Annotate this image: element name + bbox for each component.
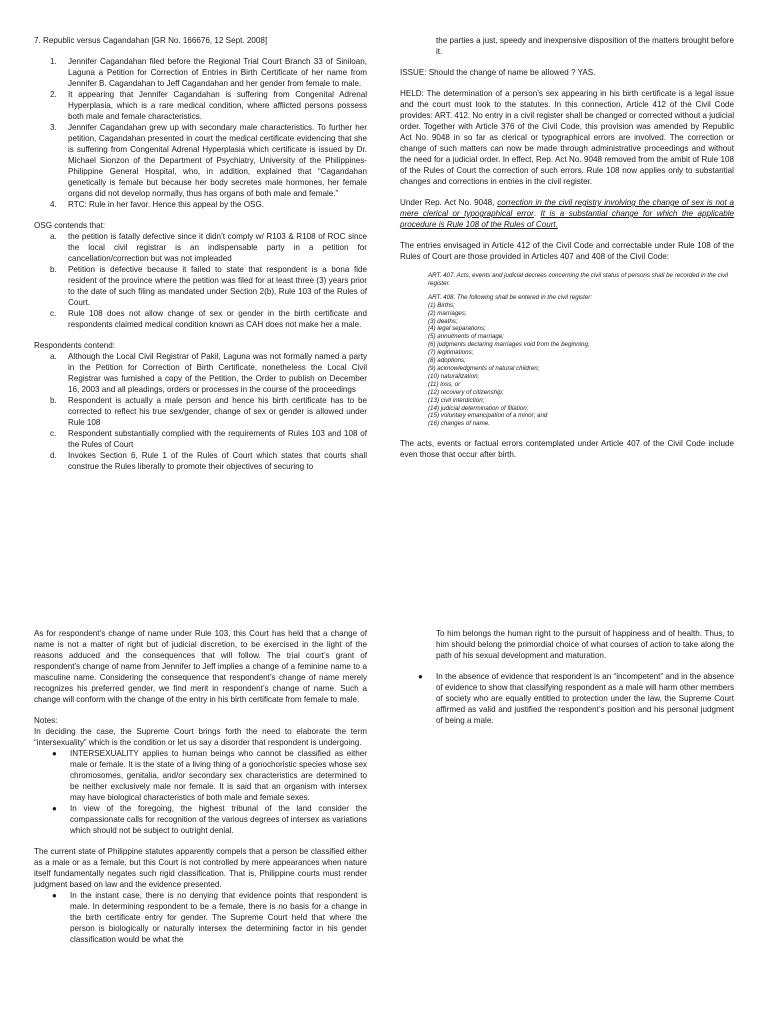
notes-heading: Notes:	[34, 716, 58, 725]
notes-bullets	[34, 748, 367, 836]
entries-paragraph: The entries envisaged in Article 412 of the Civil Code and correctable under Rule 108 of the Rules of Court are those provided in Articles 407 and 408 of the Civil Code:	[400, 241, 734, 261]
conclusion-bullets	[400, 671, 734, 726]
list-item	[34, 308, 367, 330]
list-marker: c.	[50, 429, 57, 438]
list-marker: 2.	[50, 90, 57, 99]
art-408-item: (5) annulments of marriage;	[428, 333, 505, 341]
list-marker: b.	[50, 396, 57, 405]
list-text: Petition is defective because it failed to state that respondent is a bona fide resident of the province where the petition was filed for at least three (3) years prior to the date of such filing as mandated under Section 2(b), Rule 103 of the Rules of Court.	[68, 265, 367, 307]
list-text: In the absence of evidence that respondent is an “incompetent” and in the absence of evidence to show that classifying respondent as a male will harm other members of society who are equally entitled to protection under the law, the Supreme Court affirmed as valid and justified the respondent’s position and his personal judgment of being a male.	[436, 672, 734, 725]
list-text: Jennifer Cagandahan grew up with secondary male characteristics. To further her petition, Cagandahan presented in court the medical certificate evidencing that she is suffering from Congenital Adrenal Hyperplasia which certificate is issued by Dr. Michael Sionzon of the Department of Psychiatry, University of the Philippines-Philippine General Hospital, who, in addition, explained that “Cagandahan genetically is female but because her body secretes male hormones, her female organs did not develop normally, thus has organs of both male and female.”	[68, 123, 367, 198]
list-item	[34, 890, 367, 945]
list-text: Invokes Section 6, Rule 1 of the Rules of Court which states that courts shall construe the Rules liberally to promote their objectives of securing to	[68, 451, 367, 471]
list-item	[34, 803, 367, 836]
list-marker: a.	[50, 352, 57, 361]
page1-right-column	[400, 35, 734, 470]
list-item	[34, 264, 367, 308]
respondents-heading: Respondents contend:	[34, 341, 115, 350]
list-marker: c.	[50, 309, 57, 318]
art-408-item: (6) judgments declaring marriages void from the beginning;	[428, 341, 590, 349]
bullet-marker: ●	[52, 749, 57, 758]
list-text: Rule 108 does not allow change of sex or gender in the birth certificate and respondents claimed medical condition known as CAH does not make her a male.	[68, 309, 367, 329]
list-marker: d.	[50, 451, 57, 460]
art-408-item: (13) civil interdiction;	[428, 396, 485, 404]
page1-left-column	[34, 35, 367, 482]
bullet-marker: ●	[418, 672, 423, 681]
ra-underlined-1: correction in the civil registry involving the change of sex is not a mere clerical or typographical error	[400, 198, 734, 218]
list-marker: b.	[50, 265, 57, 274]
art-408-item: (8) adoptions;	[428, 357, 466, 365]
case-title: 7. Republic versus Cagandahan [GR No. 166676, 12 Sept. 2008]	[34, 36, 268, 45]
acts-paragraph: The acts, events or factual errors contemplated under Article 407 of the Civil Code include even those that occur after birth.	[400, 439, 734, 460]
list-item	[34, 199, 367, 210]
list-item	[34, 122, 367, 199]
art-408-item: (4) legal separations;	[428, 325, 486, 333]
list-item	[34, 748, 367, 803]
art-408-item: (12) recovery of citizenship;	[428, 388, 504, 396]
list-text: Although the Local Civil Registrar of Pakil, Laguna was not formally named a party in the Petition for Correction of Birth Certificate, nonetheless the Local Civil Registrar was furnished a copy of the Petition, the Order to publish on December 16, 2003 and all pleadings, orders or processes in the course of the proceedings	[68, 352, 367, 394]
list-item	[34, 56, 367, 89]
list-text: In the instant case, there is no denying that evidence points that respondent is male. In determining respondent to be a female, there is no basis for a change in the birth certificate entry for gender. The Supreme Court held that where the person is biologically or naturally intersex the determining factor in his gender classification would be what the	[70, 891, 367, 944]
notes-paragraph: In deciding the case, the Supreme Court brings forth the need to elaborate the term “intersexuality” which is the condition or let us say a disorder that respondent is undergoing.	[34, 727, 367, 747]
ra-9048-paragraph	[400, 197, 734, 230]
list-item	[34, 351, 367, 395]
art-407: ART. 407. Acts, events and judicial decrees concerning the civil status of persons shall be recorded in the civil register.	[428, 272, 729, 287]
list-item	[400, 671, 734, 726]
art-408: ART. 408. The following shall be entered in the civil register:	[428, 293, 593, 301]
art-408-item: (16) changes of name.	[428, 420, 490, 428]
list-item	[34, 450, 367, 472]
art-408-item: (11) loss, or	[428, 380, 461, 388]
ra-underlined-2: It is a substantial change for which the applicable procedure is Rule 108 of the Rules of Court.	[400, 209, 734, 229]
list-text: Respondent is actually a male person and hence his birth certificate has to be corrected to reflect his true sex/gender, change of sex or gender is allowed under Rule 108	[68, 396, 367, 427]
list-text: the petition is fatally defective since it didn’t comply w/ R103 & R108 of ROC since the local civil registrar is an indispensable party in a petition for cancellation/correction but was not impleaded	[68, 232, 367, 263]
list-text: It appearing that Jennifer Cagandahan is suffering from Congenital Adrenal Hyperplasia, which is a rare medical condition, where afflicted persons possess both male and female characteristics.	[68, 90, 367, 121]
art-408-item: (1) Births;	[428, 301, 455, 309]
list-item	[34, 231, 367, 264]
facts-list	[34, 56, 367, 210]
art-408-item: (10) naturalization;	[428, 372, 480, 380]
list-marker: 3.	[50, 123, 57, 132]
list-item	[34, 428, 367, 450]
continuation-text: To him belongs the human right to the pursuit of happiness and of health. Thus, to him should belong the primordial choice of what courses of action to take along the path of his sexual development and maturation.	[436, 629, 734, 660]
page2-right-column	[400, 628, 734, 736]
osg-heading: OSG contends that:	[34, 221, 106, 230]
bullet-marker: ●	[52, 891, 57, 900]
respondents-list	[34, 351, 367, 472]
ra-intro: Under Rep. Act No. 9048,	[400, 198, 498, 207]
statute-block	[400, 272, 734, 428]
art-408-item: (15) voluntary emancipation of a minor; and	[428, 412, 548, 420]
art-408-item: (3) deaths;	[428, 317, 458, 325]
continuation-text: the parties a just, speedy and inexpensive disposition of the matters brought before it.	[436, 36, 734, 56]
page2-left-column	[34, 628, 367, 955]
art-408-item: (14) judicial determination of filiation;	[428, 404, 529, 412]
list-text: RTC: Rule in her favor. Hence this appeal by the OSG.	[68, 200, 264, 209]
osg-list	[34, 231, 367, 330]
list-marker: 4.	[50, 200, 57, 209]
instant-case-bullets	[34, 890, 367, 945]
issue-paragraph: ISSUE: Should the change of name be allowed ? YAS.	[400, 68, 596, 77]
list-item	[34, 395, 367, 428]
art-408-item: (9) acknowledgments of natural children;	[428, 364, 540, 372]
list-item	[34, 89, 367, 122]
list-marker: 1.	[50, 57, 57, 66]
bullet-marker: ●	[52, 804, 57, 813]
held-paragraph: HELD: The determination of a person’s sex appearing in his birth certificate is a legal issue and the court must look to the statutes. In this connection, Article 412 of the Civil Code provides: ART. 412. No entry in a civil register shall be changed or corrected without a judicial order. Together with Article 376 of the Civil Code, this provision was amended by Republic Act No. 9048 in so far as clerical or typographical errors are involved. The correction or change of such matters can now be made through administrative proceedings and without the need for a judicial order. In effect, Rep. Act No. 9048 removed from the ambit of Rule 108 of the Rules of Court the correction of such errors. Rule 108 now applies only to substantial changes and corrections in entries in the civil register.	[400, 89, 734, 186]
page-2	[0, 600, 768, 1024]
list-marker: a.	[50, 232, 57, 241]
ra-mid: .	[533, 209, 541, 218]
list-text: INTERSEXUALITY applies to human beings who cannot be classified as either male or female. It is the state of a living thing of a gonochoristic species whose sex chromosomes, genitalia, and/or secondary sex characteristics are determined to be neither exclusively male nor female. It is said that an organism with intersex may have biological characteristics of both male and female sexes.	[70, 749, 367, 802]
art-408-item: (2) marriages;	[428, 309, 467, 317]
list-text: Respondent substantially complied with the requirements of Rules 103 and 108 of the Rules of Court	[68, 429, 367, 449]
list-text: In view of the foregoing, the highest tribunal of the land consider the compassionate calls for recognition of the various degrees of intersex as variations which should not be subject to outright denial.	[70, 804, 367, 835]
art-408-item: (7) legitimations;	[428, 349, 474, 357]
list-text: Jennifer Cagandahan filed before the Regional Trial Court Branch 33 of Siniloan, Laguna a Petition for Correction of Entries in Birth Certificate of her name from Jennifer B. Cagandahan to Jeff Cagandahan and her gender from female to male.	[68, 57, 367, 88]
current-state-paragraph: The current state of Philippine statutes apparently compels that a person be classified either as a male or as a female, but this Court is not controlled by mere appearances when nature itself fundamentally negates such rigid classification. That is, Philippine courts must render judgment based on law and the evidence presented.	[34, 847, 367, 889]
rule-103-paragraph: As for respondent’s change of name under Rule 103, this Court has held that a change of name is not a matter of right but of judicial discretion, to be exercised in the light of the reasons adduced and the consequences that will follow. The trial court’s grant of respondent’s change of name from Jennifer to Jeff implies a change of a feminine name to a masculine name. Considering the consequence that respondent’s change of name merely recognizes his preferred gender, we find merit in respondent’s change of name. Such a change will conform with the change of the entry in his birth certificate from female to male.	[34, 629, 367, 704]
